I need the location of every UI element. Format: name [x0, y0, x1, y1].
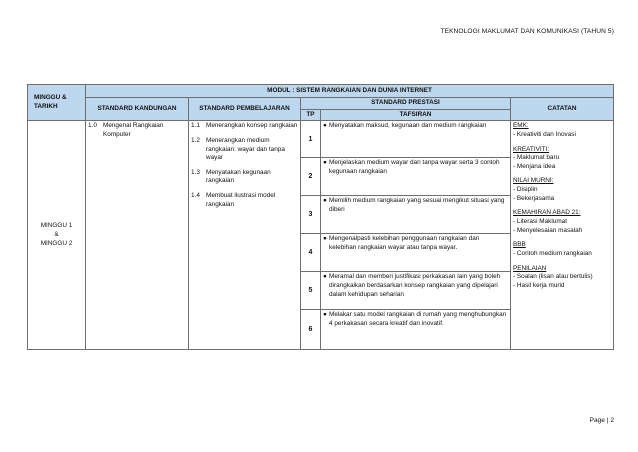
catatan-header: CATATAN — [511, 98, 614, 121]
emk-title: EMK: — [513, 122, 529, 130]
tafsiran-text: Mengenalpasti kelebihan penggunaan rangkaian dan kelebihan rangkaian wayar atau tanpa wayar. — [329, 235, 480, 251]
bullet-icon: ● — [323, 311, 327, 319]
penilaian-title: PENILAIAN — [513, 264, 547, 272]
nilai-murni-item: - Bekerjasama — [513, 194, 555, 202]
tafsiran-header: TAFSIRAN — [321, 109, 511, 121]
tp-cell: 5 — [301, 272, 321, 310]
minggu-tarikh-header: MINGGU & TARIKH — [28, 85, 86, 121]
tafsiran-text: Meramal dan memberi justifikasi perkakasan lain yang boleh dirangkaikan berdasarkan konsep rangkaian yang dipelajari dalam kehidupan seharian — [329, 273, 501, 298]
sp-item — [191, 192, 298, 209]
document-header: TEKNOLOGI MAKLUMAT DAN KOMUNIKASI (TAHUN 5) — [440, 28, 614, 35]
sp-text: Membuat ilustrasi model rangkaian — [206, 192, 276, 208]
standard-pembelajaran-header: STANDARD PEMBELAJARAN — [189, 98, 301, 121]
tp-header: TP — [301, 109, 321, 121]
sp-number: 1.4 — [191, 192, 200, 200]
tafsiran-text: Menyatakan maksud, kegunaan dan medium rangkaian — [329, 122, 487, 130]
sk-item — [88, 122, 186, 139]
abad21-title: KEMAHIRAN ABAD 21: — [513, 209, 581, 217]
modul-title: MODUL : SISTEM RANGKAIAN DAN DUNIA INTERNET — [86, 85, 614, 98]
sp-number: 1.1 — [191, 122, 200, 130]
tafsiran-cell — [321, 196, 511, 234]
penilaian-item: - Soalan (lisan atau bertulis) — [513, 273, 593, 281]
sp-number: 1.3 — [191, 168, 200, 176]
tafsiran-cell — [321, 310, 511, 350]
bbb-title: BBB — [513, 241, 526, 249]
bullet-icon: ● — [323, 197, 327, 205]
nilai-murni-item: - Disiplin — [513, 186, 538, 194]
kreativiti-item: - Maklumat baru — [513, 154, 560, 162]
minggu-line-1: MINGGU 1 — [40, 222, 73, 230]
tp-cell: 1 — [301, 121, 321, 158]
bullet-icon: ● — [323, 235, 327, 243]
standard-kandungan-header: STANDARD KANDUNGAN — [86, 98, 189, 121]
minggu-cell — [28, 121, 86, 350]
bullet-icon: ● — [323, 273, 327, 281]
abad21-item: - Literasi Maklumat — [513, 218, 567, 226]
bullet-icon: ● — [323, 122, 327, 130]
bbb-item: - Contoh medium rangkaian — [513, 249, 592, 257]
tafsiran-cell — [321, 272, 511, 310]
bullet-icon: ● — [323, 159, 327, 167]
emk-item: - Kreativiti dan Inovasi — [513, 130, 576, 138]
sp-text: Menerangkan medium rangkaian: wayar dan tanpa wayar — [206, 136, 285, 162]
tafsiran-text: Melakar satu model rangkaian di rumah yang menghubungkan 4 perkakasan secara kreatif dan inovatif. — [329, 311, 507, 327]
kreativiti-title: KREATIVITI: — [513, 145, 550, 153]
page-number: Page | 2 — [589, 417, 614, 424]
tp-cell: 4 — [301, 234, 321, 272]
tafsiran-text: Menjelaskan medium wayar dan tanpa wayar serta 3 contoh kegunaan rangkaian — [329, 159, 500, 175]
sp-item — [191, 169, 298, 186]
penilaian-item: - Hasil kerja murid — [513, 281, 565, 289]
standard-prestasi-header: STANDARD PRESTASI — [301, 98, 511, 110]
tafsiran-text: Memilih medium rangkaian yang sesuai mengikut situasi yang diberi — [329, 197, 505, 213]
abad21-item: - Menyelesaian masalah — [513, 226, 583, 234]
tafsiran-cell — [321, 158, 511, 196]
sk-text: Mengenal Rangkaian Komputer — [103, 122, 164, 138]
nilai-murni-title: NILAI MURNI: — [513, 177, 554, 185]
tafsiran-cell — [321, 121, 511, 158]
tp-cell: 2 — [301, 158, 321, 196]
kreativiti-item: - Menjana idea — [513, 162, 556, 170]
lesson-plan-table — [27, 84, 614, 350]
sp-text: Menerangkan konsep rangkaian — [206, 122, 298, 130]
minggu-line-2: & — [54, 230, 59, 238]
sk-number: 1.0 — [88, 122, 97, 130]
catatan-cell — [511, 121, 614, 350]
tp-cell: 3 — [301, 196, 321, 234]
sp-text: Menyatakan kegunaan rangkaian — [206, 168, 271, 185]
tp-cell: 6 — [301, 310, 321, 350]
minggu-line-3: MINGGU 2 — [40, 239, 73, 247]
sp-number: 1.2 — [191, 136, 200, 144]
sp-item — [191, 122, 298, 131]
standard-kandungan-cell — [86, 121, 189, 350]
sp-item — [191, 137, 298, 163]
standard-pembelajaran-cell — [189, 121, 301, 350]
tafsiran-cell — [321, 234, 511, 272]
